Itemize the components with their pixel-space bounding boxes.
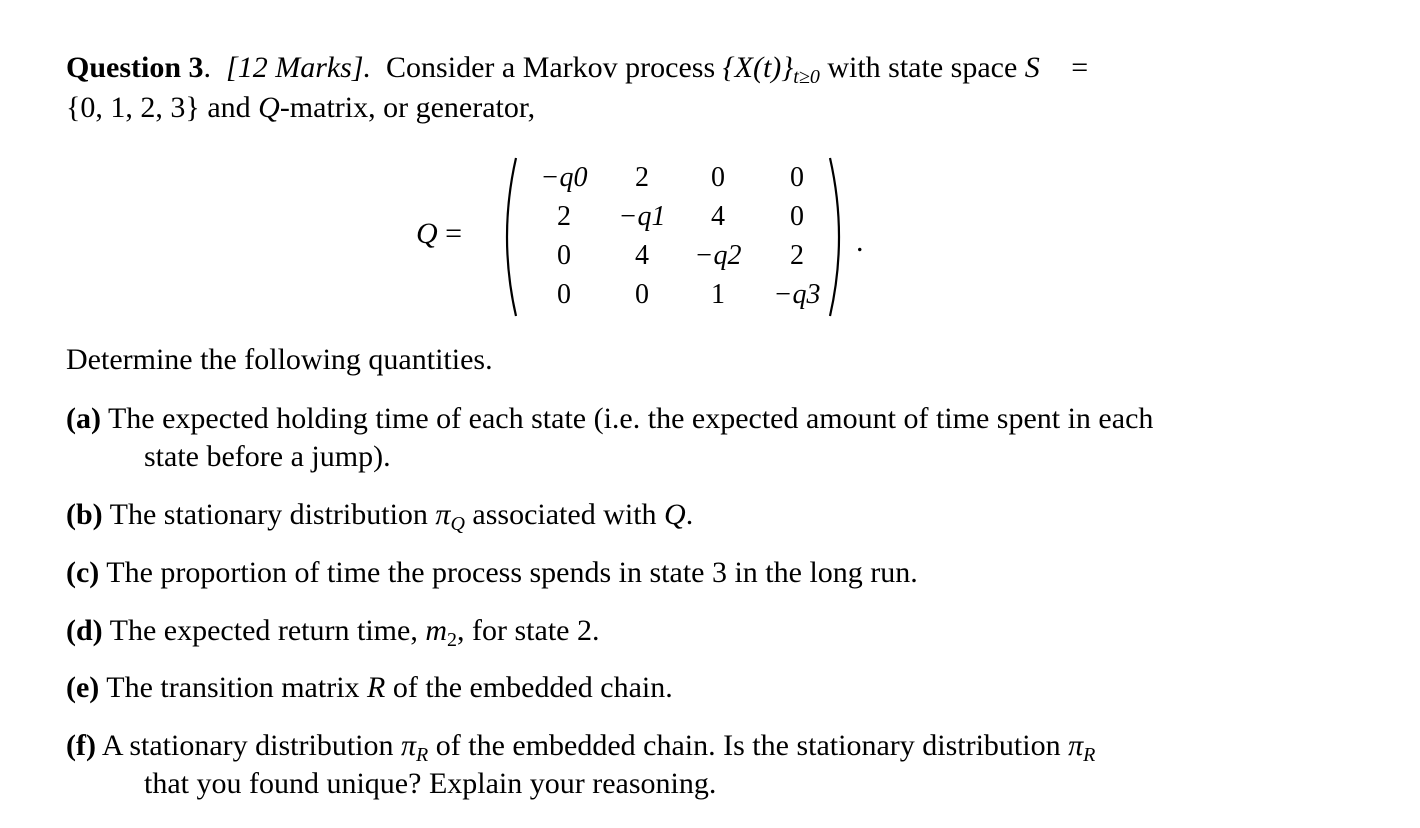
state-space-var: S [1024, 51, 1040, 84]
matrix-cell: 0 [790, 162, 804, 193]
q-variable: Q [664, 498, 686, 531]
question-intro-4: -matrix, or generator, [279, 91, 536, 124]
part-a-text-line-2: state before a jump). [144, 440, 391, 473]
state-space-set: {0, 1, 2, 3} [66, 91, 200, 124]
matrix-cell: 2 [790, 240, 804, 271]
process-subscript: t≥0 [793, 66, 820, 88]
part-c-text: The proportion of time the process spends in state 3 in the long run. [106, 556, 918, 589]
pi-symbol: π [1068, 729, 1084, 762]
question-intro-2: with state space [827, 51, 1018, 84]
part-a [66, 401, 1153, 437]
matrix-cell: 0 [635, 279, 649, 310]
pi-subscript: R [1083, 744, 1096, 766]
pi-symbol: π [401, 729, 417, 762]
pi-symbol: π [435, 498, 451, 531]
part-label: (d) [66, 614, 103, 647]
matrix-cell: −q2 [694, 240, 742, 271]
matrix-cell: 2 [635, 162, 649, 193]
matrix-cell: 0 [790, 201, 804, 232]
question-heading: Question 3 [66, 51, 204, 84]
question-intro-1: Consider a Markov process [386, 51, 716, 84]
part-label: (f) [66, 729, 96, 762]
question-header-line-2 [66, 90, 535, 126]
m-subscript: 2 [447, 629, 458, 651]
part-label: (b) [66, 498, 103, 531]
part-c [66, 555, 918, 591]
matrix-left-paren [496, 156, 520, 318]
part-e-text-after: of the embedded chain. [392, 671, 673, 704]
process-notation: {X(t)} [722, 51, 794, 84]
part-b-text-middle: associated with [472, 498, 657, 531]
part-b-text-after: . [685, 498, 694, 531]
matrix-cell: 4 [711, 201, 725, 232]
matrix-cell: 2 [557, 201, 571, 232]
part-b [66, 497, 693, 542]
question-header-line-1 [66, 50, 1088, 95]
matrix-name: Q [416, 217, 438, 250]
part-label: (e) [66, 671, 100, 704]
part-label: (a) [66, 402, 101, 435]
part-d-text-after: , for state 2. [457, 614, 600, 647]
matrix-cell: 1 [711, 279, 725, 310]
question-heading-period: . [203, 51, 212, 84]
part-label: (c) [66, 556, 100, 589]
matrix-cell: −q1 [618, 201, 666, 232]
matrix-cell: −q0 [540, 162, 588, 193]
part-f-text-before: A stationary distribution [101, 729, 394, 762]
state-space-equals: = [1071, 51, 1089, 84]
matrix-cell: 0 [711, 162, 725, 193]
matrix-cell: 4 [635, 240, 649, 271]
part-a-text-line-1: The expected holding time of each state (i.e. the expected amount of time spent in each [107, 402, 1154, 435]
matrix-cell: 0 [557, 279, 571, 310]
m-symbol: m [425, 614, 448, 647]
matrix-equals: = [445, 217, 463, 250]
matrix-lhs [416, 216, 462, 252]
pi-subscript: Q [450, 513, 465, 535]
matrix-cell: −q3 [773, 279, 821, 310]
pi-subscript: R [416, 744, 429, 766]
prompt-text: Determine the following quantities. [66, 343, 493, 376]
part-f-text-middle: of the embedded chain. Is the stationary distribution [435, 729, 1061, 762]
r-variable: R [367, 671, 386, 704]
part-d-text-before: The expected return time, [109, 614, 418, 647]
part-e [66, 670, 673, 706]
part-e-text-before: The transition matrix [106, 671, 360, 704]
part-f-text-line-2: that you found unique? Explain your reasoning. [144, 767, 717, 800]
q-variable: Q [258, 91, 280, 124]
question-intro-3: and [207, 91, 251, 124]
matrix-trailing-period: . [856, 225, 864, 258]
part-d [66, 613, 599, 658]
matrix-cell: 0 [557, 240, 571, 271]
part-b-text-before: The stationary distribution [109, 498, 428, 531]
question-marks: [12 Marks]. [226, 51, 372, 84]
